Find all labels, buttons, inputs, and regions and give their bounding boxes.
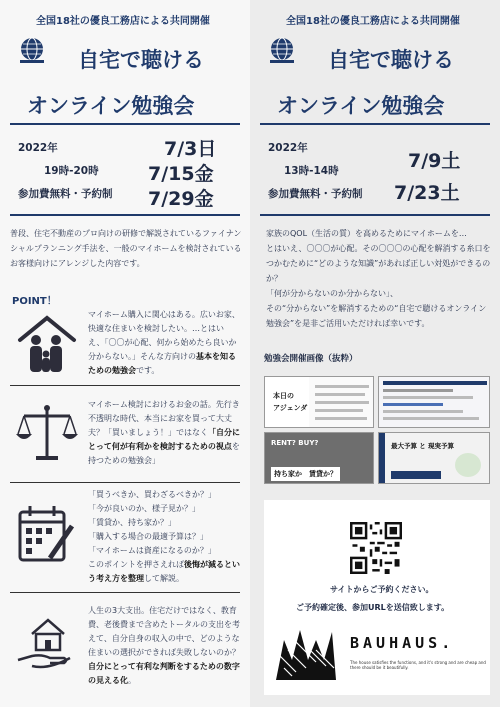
schedule-year: 2022年: [18, 142, 58, 154]
schedule-time: 19時-20時: [44, 165, 99, 177]
schedule-year: 2022年: [268, 142, 308, 154]
divider: [10, 385, 240, 386]
slide-thumbnail: 本日の アジェンダ: [264, 376, 374, 428]
point-title: POINT！: [12, 296, 57, 307]
point-text: 人生の3大支出。住宅だけではなく、教育費、老後費まで含めたトータルの支出を考えて、自分自身の収入の中で、どのような住まいの選択ができれば失敗しないのか？自分にとって有利な判断をするための数字の見える化。: [88, 606, 240, 685]
schedule-date: 7/3日: [164, 138, 217, 160]
qr-code-icon[interactable]: [350, 522, 402, 574]
slide-thumbnail: [378, 376, 490, 428]
brand-name: BAUHAUS.: [350, 634, 455, 652]
schedule-date: 7/9土: [408, 150, 461, 172]
point-text: マイホーム検討におけるお金の話。先行き不透明な時代、本当にお家を買って大丈夫？「買いましょう！」ではなく「自分にとって何が有利かを検討するための視点を持つための勉強会」: [88, 400, 240, 465]
schedule-date: 7/15金: [148, 163, 214, 185]
divider: [10, 214, 240, 216]
point-item: [0, 306, 250, 382]
title-line1: 自宅で聴ける: [328, 48, 454, 72]
title-line2: オンライン勉強会: [277, 94, 445, 118]
point-text: マイホーム購入に関心はある。広いお家、快適な住まいを検討したい。…とはいえ、「〇〇が心配、何から始めたら良いか分からない。」そんな方向けの基本を知るための勉強会です。: [88, 310, 240, 375]
hand-house-icon: [14, 608, 80, 678]
divider: [10, 123, 240, 125]
schedule-date: 7/29金: [148, 188, 214, 210]
schedule-date: 7/23土: [394, 182, 460, 204]
schedule-fee: 参加費無料・予約制: [268, 188, 363, 200]
point-item: [0, 392, 250, 482]
globe-laptop-icon: [267, 36, 297, 66]
point-item: [0, 488, 250, 592]
schedule-block: [250, 134, 500, 212]
title-line1: 自宅で聴ける: [78, 48, 204, 72]
contact-line1: サイトからご予約ください。: [330, 585, 434, 594]
bauhaus-logo-icon: [276, 620, 336, 680]
schedule-fee: 参加費無料・予約制: [18, 188, 113, 200]
divider: [260, 214, 490, 216]
family-house-icon: [14, 310, 80, 380]
images-title: 勉強会開催画像（抜粋）: [264, 354, 358, 364]
schedule-block: [0, 134, 250, 212]
right-intro: 家族のQOL（生活の質）を高めるためにマイホームを… とはいえ、〇〇〇が心配。その〇〇〇の心配を解消する糸口をつかむために“どのような知識”があれば正しい対処ができるのか？ 「何が分からないのか分からない」、 その“分からない”を解消するための“自宅で聴けるオンライン勉強会”を是非ご活用いただければ幸いです。: [266, 229, 491, 328]
lead-text: 全国18社の優良工務店による共同開催: [36, 16, 210, 27]
title-line2: オンライン勉強会: [27, 94, 195, 118]
left-header: [0, 0, 250, 132]
scales-icon: [14, 398, 80, 468]
schedule-time: 13時-14時: [284, 165, 339, 177]
globe-laptop-icon: [17, 36, 47, 66]
calendar-pen-icon: [14, 502, 80, 572]
slide-thumbnail: 最大予算 と 現実予算: [378, 432, 490, 484]
slide-thumbnail: RENT? BUY? 持ち家か 賃貸か？: [264, 432, 374, 484]
divider: [260, 123, 490, 125]
contact-line2: ご予約確定後、参加URLを送信致します。: [296, 603, 450, 612]
divider: [10, 592, 240, 593]
point-text: 「買うべきか、買わざるべきか？」 「今が良いのか、様子見か？」 「賃貸か、持ち家か？」 「購入する場合の最適予算は？」 「マイホームは資産になるのか？」 このポイントを押さえれば後悔が減るという考え方を整理して解説。: [88, 490, 240, 583]
lead-text: 全国18社の優良工務店による共同開催: [286, 16, 460, 27]
brand-tagline: The house satisfies the functions, and it's strong and are cheap and there should be it beautifully.: [350, 660, 486, 670]
intro-text: 普段、住宅不動産のプロ向けの研修で解説されているファイナンシャルプランニング手法を、一般のマイホームを検討されているお客様向けにアレンジした内容です。: [10, 229, 242, 268]
point-item: [0, 600, 250, 700]
right-header: [250, 0, 500, 132]
divider: [10, 482, 240, 483]
